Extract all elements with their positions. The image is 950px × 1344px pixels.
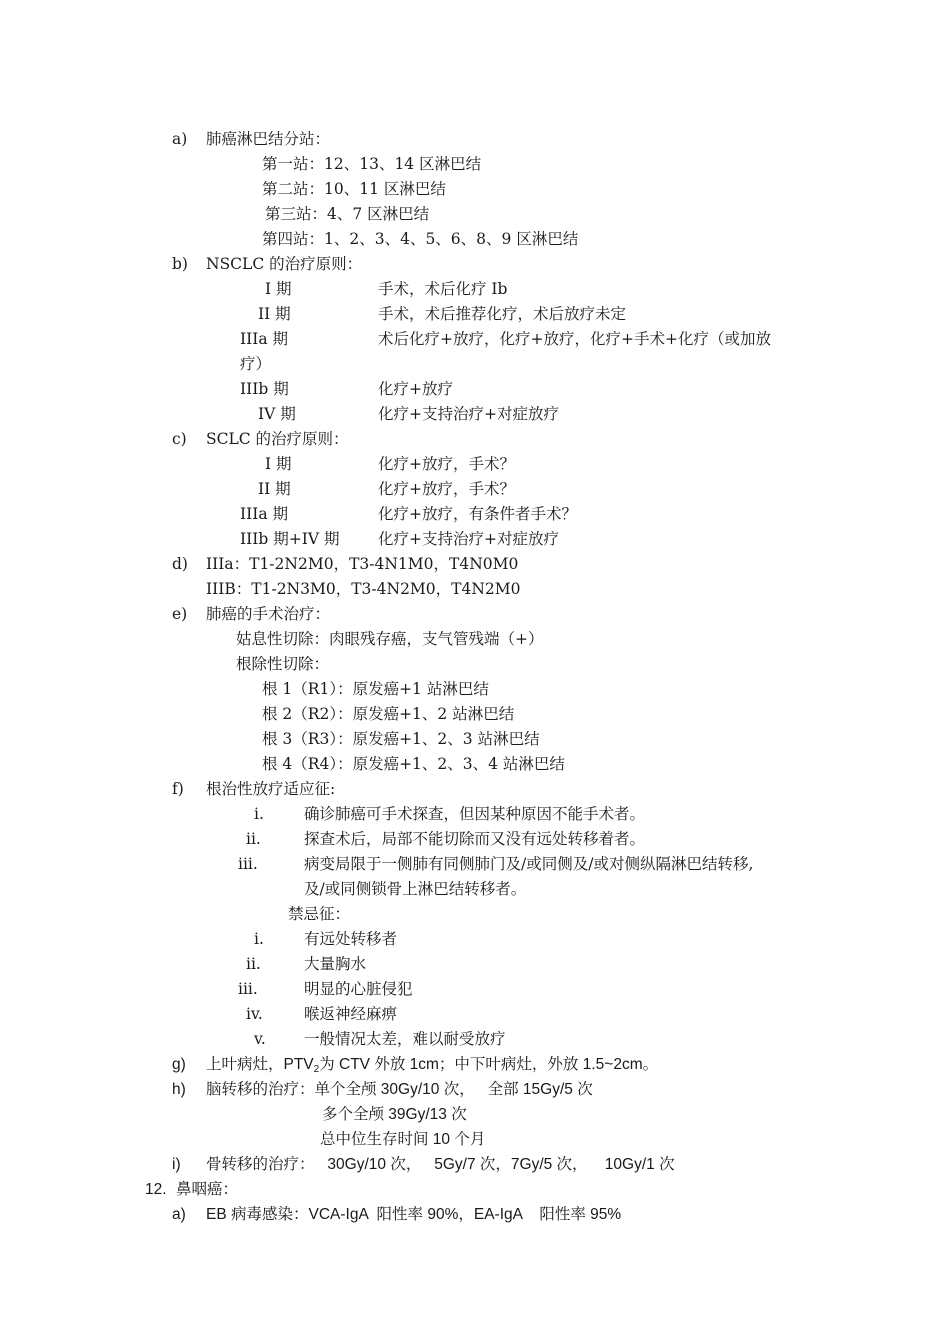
ptv-text-part2: 为 CTV 外放 1cm；中下叶病灶，外放 1.5~2cm。 — [319, 1056, 659, 1073]
radical-line: 根除性切除： — [236, 655, 330, 673]
indication-text: 探查术后，局部不能切除而又没有远处转移着者。 — [304, 830, 646, 848]
stage-label: IV 期 — [258, 405, 296, 423]
roman-numeral: iii. — [238, 980, 258, 998]
station-line: 第三站：4、7 区淋巴结 — [265, 205, 430, 223]
stage-label: II 期 — [258, 480, 291, 498]
roman-numeral: v. — [254, 1030, 266, 1048]
stage-treatment: 手术，术后推荐化疗，术后放疗未定 — [378, 305, 627, 323]
ptv-text-part1: 上叶病灶，PTV — [206, 1056, 314, 1073]
stage-treatment: 化疗+放疗，有条件者手术？ — [378, 505, 577, 523]
ptv-subscript: 2 — [313, 1064, 320, 1075]
radical-item: 根 3（R3）：原发癌+1、2、3 站淋巴结 — [262, 730, 540, 748]
roman-numeral: i. — [254, 930, 264, 948]
stage-treatment: 化疗+支持治疗+对症放疗 — [378, 405, 559, 423]
tnm-line: IIIa：T1-2N2M0，T3-4N1M0，T4N0M0 — [206, 555, 519, 573]
contraindication-title: 禁忌征： — [288, 905, 351, 923]
contraindication-text: 大量胸水 — [304, 955, 367, 973]
section-title-nsclc: NSCLC 的治疗原则： — [206, 255, 363, 273]
radical-item: 根 1（R1）：原发癌+1 站淋巴结 — [262, 680, 489, 698]
stage-treatment: 化疗+支持治疗+对症放疗 — [378, 530, 559, 548]
item-marker-a: a) — [172, 1206, 186, 1223]
section-title-lymph-stations: 肺癌淋巴结分站： — [206, 130, 331, 148]
item-marker-g: g) — [172, 1056, 186, 1073]
contraindication-text: 明显的心脏侵犯 — [304, 980, 413, 998]
contraindication-text: 有远处转移者 — [304, 930, 398, 948]
roman-numeral: i. — [254, 805, 264, 823]
item-marker-e: e) — [172, 605, 188, 623]
contraindication-text: 喉返神经麻痹 — [304, 1005, 398, 1023]
stage-label: IIIa 期 — [240, 505, 289, 523]
radical-item: 根 2（R2）：原发癌+1、2 站淋巴结 — [262, 705, 515, 723]
item-marker-i: i) — [172, 1156, 181, 1173]
stage-label: IIIb 期+IV 期 — [240, 530, 340, 548]
station-line: 第一站：12、13、14 区淋巴结 — [262, 155, 482, 173]
station-line: 第四站：1、2、3、4、5、6、8、9 区淋巴结 — [262, 230, 579, 248]
eb-virus-line: EB 病毒感染：VCA-IgA 阳性率 90%，EA-IgA 阳性率 95% — [206, 1206, 622, 1223]
stage-treatment: 化疗+放疗，手术？ — [378, 480, 515, 498]
stage-label: IIIb 期 — [240, 380, 289, 398]
section-title-nasopharyngeal: 鼻咽癌： — [176, 1181, 239, 1198]
roman-numeral: ii. — [246, 830, 261, 848]
roman-numeral: iii. — [238, 855, 258, 873]
stage-label: I 期 — [265, 280, 292, 298]
station-line: 第二站：10、11 区淋巴结 — [262, 180, 446, 198]
radical-item: 根 4（R4）：原发癌+1、2、3、4 站淋巴结 — [262, 755, 565, 773]
item-marker-c: c) — [172, 430, 187, 448]
stage-treatment: 手术，术后化疗 Ib — [378, 280, 508, 298]
stage-label: I 期 — [265, 455, 292, 473]
item-marker-a: a) — [172, 130, 188, 148]
item-marker-b: b) — [172, 255, 188, 273]
item-marker-f: f) — [172, 780, 184, 798]
roman-numeral: iv. — [246, 1005, 263, 1023]
stage-treatment: 化疗+放疗，手术？ — [378, 455, 515, 473]
stage-treatment: 术后化疗+放疗，化疗+放疗，化疗+手术+化疗（或加放 — [378, 330, 771, 348]
stage-treatment: 化疗+放疗 — [378, 380, 453, 398]
stage-label: II 期 — [258, 305, 291, 323]
item-marker-h: h) — [172, 1081, 186, 1098]
section-title-sclc: SCLC 的治疗原则： — [206, 430, 349, 448]
indication-text: 病变局限于一侧肺有同侧肺门及/或同侧及/或对侧纵隔淋巴结转移, — [304, 855, 754, 873]
median-survival-line: 总中位生存时间 10 个月 — [320, 1131, 486, 1148]
brain-metastasis-line: 脑转移的治疗：单个全颅 30Gy/10 次， 全部 15Gy/5 次 — [206, 1081, 593, 1098]
section-title-surgery: 肺癌的手术治疗： — [206, 605, 331, 623]
contraindication-text: 一般情况太差，难以耐受放疗 — [304, 1030, 506, 1048]
brain-metastasis-line: 多个全颅 39Gy/13 次 — [322, 1106, 467, 1123]
indication-text-continued: 及/或同侧锁骨上淋巴结转移者。 — [304, 880, 527, 898]
section-number-12: 12. — [145, 1181, 167, 1198]
bone-metastasis-line: 骨转移的治疗： 30Gy/10 次， 5Gy/7 次，7Gy/5 次， 10Gy/1 次 — [206, 1156, 675, 1173]
roman-numeral: ii. — [246, 955, 261, 973]
stage-treatment-continued: 疗） — [240, 355, 272, 373]
palliative-line: 姑息性切除：肉眼残存癌，支气管残端（+） — [236, 630, 544, 648]
stage-label: IIIa 期 — [240, 330, 289, 348]
indication-text: 确诊肺癌可手术探查，但因某种原因不能手术者。 — [304, 805, 646, 823]
tnm-line: IIIB：T1-2N3M0，T3-4N2M0，T4N2M0 — [206, 580, 521, 598]
item-marker-d: d) — [172, 555, 188, 573]
section-title-radiotherapy: 根治性放疗适应征: — [206, 780, 336, 798]
